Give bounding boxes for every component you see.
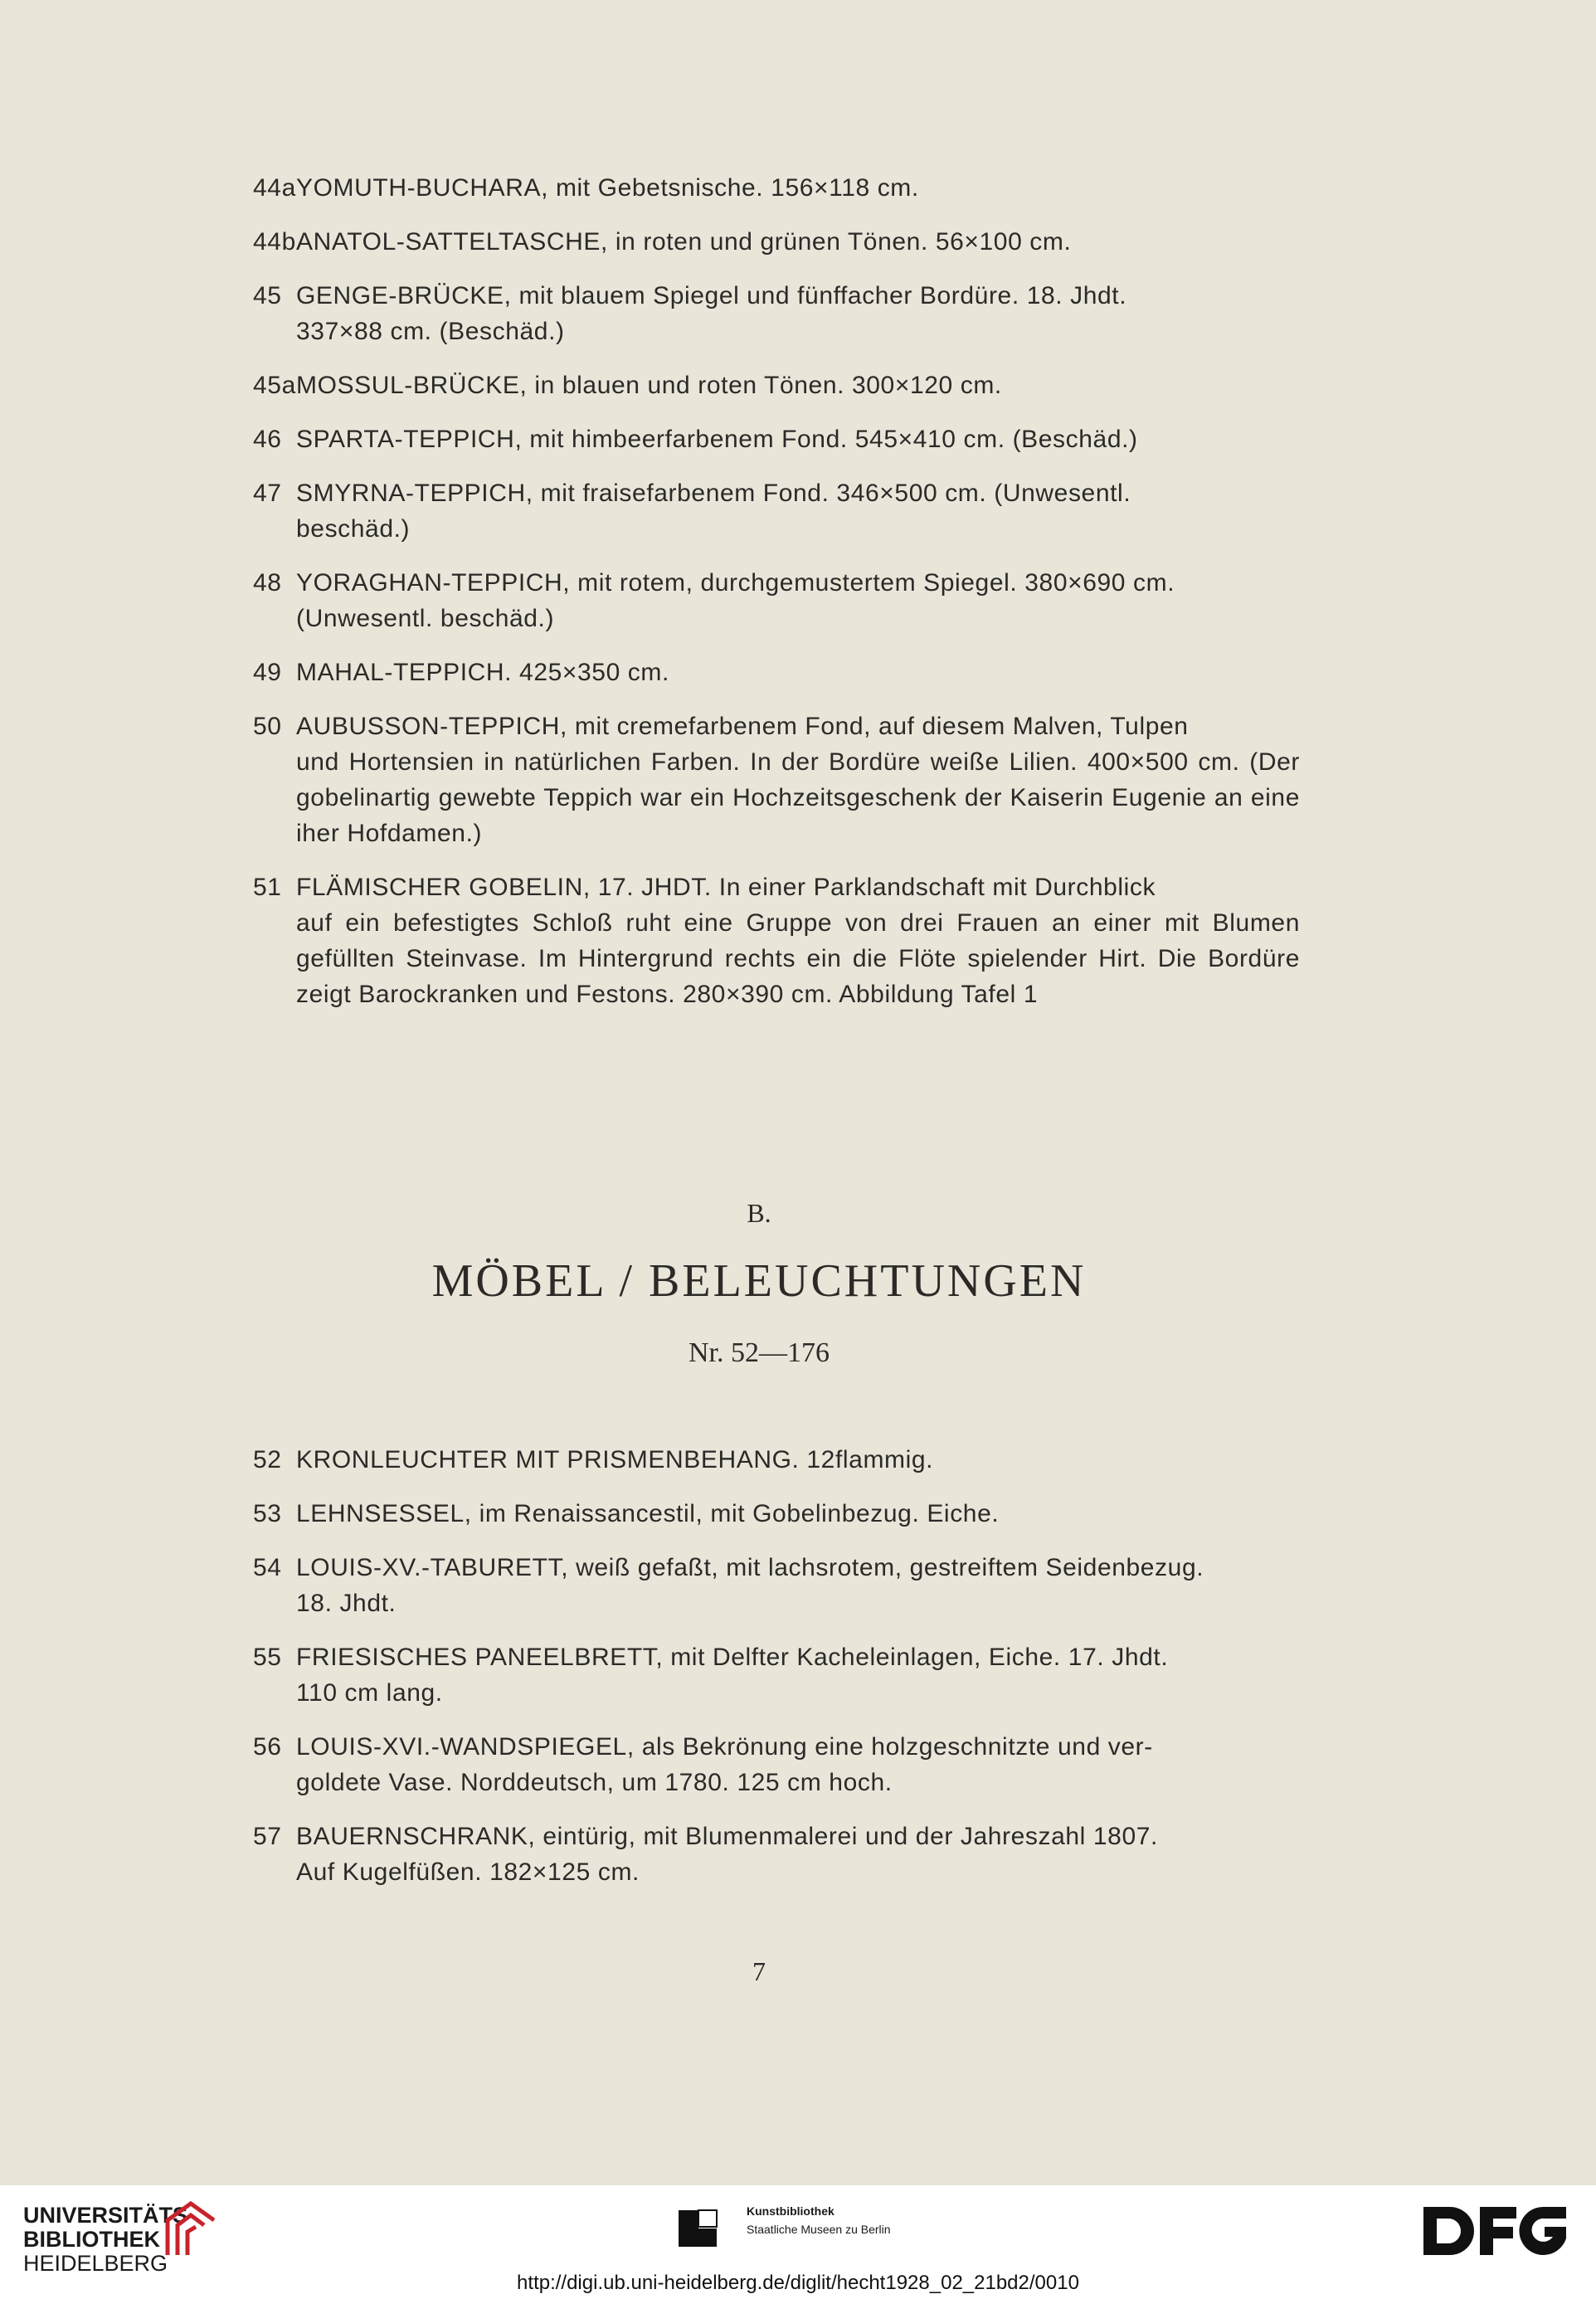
footer-bar [0, 2185, 1596, 2299]
section-range: Nr. 52—176 [689, 1337, 830, 1368]
entry-number: 52 [253, 1446, 282, 1473]
entry-number: 53 [253, 1500, 282, 1527]
catalog-entry [253, 1729, 1300, 1800]
entry-text: AUBUSSON-TEPPICH, mit cremefarbenem Fond, auf diesem Malven, Tulpen [296, 713, 1189, 740]
entry-continuation: goldete Vase. Norddeutsch, um 1780. 125 cm hoch. [296, 1769, 893, 1796]
catalog-entry [253, 170, 1300, 206]
entry-continuation: beschäd.) [296, 515, 411, 543]
entry-text: LOUIS-XVI.-WANDSPIEGEL, als Bekrönung eine holzgeschnitzte und ver- [296, 1733, 1153, 1761]
entry-text: MOSSUL-BRÜCKE, in blauen und roten Tönen. 300×120 cm. [296, 372, 1002, 399]
entry-continuation: (Unwesentl. beschäd.) [296, 605, 555, 632]
entry-continuation: 110 cm lang. [296, 1679, 443, 1707]
entry-continuation: und Hortensien in natürlichen Farben. In der Bordüre weiße Lilien. 400×500 cm. (Der gobelinartig gewebte Teppich war ein Hochzeitsgeschenk der Kaiserin Eugenie an eine iher Hofdamen.) [296, 748, 1300, 847]
entry-number: 54 [253, 1554, 282, 1581]
catalog-entry [253, 655, 1300, 690]
entries-bottom-list [253, 1442, 1300, 1908]
section-title: MÖBEL / BELEUCHTUNGEN [431, 1255, 1087, 1307]
entry-text: YORAGHAN-TEPPICH, mit rotem, durchgemustertem Spiegel. 380×690 cm. [296, 569, 1175, 597]
entry-number: 57 [253, 1823, 282, 1850]
entry-number: 44a [253, 174, 296, 202]
kb-line-2: Staatliche Museen zu Berlin [747, 2223, 891, 2236]
page-number: 7 [752, 1956, 766, 1986]
entry-number: 45a [253, 372, 296, 399]
entry-number: 55 [253, 1644, 282, 1671]
entry-text: ANATOL-SATTELTASCHE, in roten und grünen Tönen. 56×100 cm. [296, 228, 1072, 256]
entry-number: 48 [253, 569, 282, 597]
catalog-entry [253, 278, 1300, 349]
kb-line-1: Kunstbibliothek [747, 2204, 834, 2218]
entry-text: BAUERNSCHRANK, eintürig, mit Blumenmalerei und der Jahreszahl 1807. [296, 1823, 1158, 1850]
entry-text: GENGE-BRÜCKE, mit blauem Spiegel und fünffacher Bordüre. 18. Jhdt. [296, 282, 1127, 309]
entry-text: LOUIS-XV.-TABURETT, weiß gefaßt, mit lachsrotem, gestreiftem Seidenbezug. [296, 1554, 1204, 1581]
library-line-2: BIBLIOTHEK [23, 2227, 160, 2252]
entry-text: YOMUTH-BUCHARA, mit Gebetsnische. 156×118 cm. [296, 174, 919, 202]
entry-number: 45 [253, 282, 282, 309]
entry-text: FLÄMISCHER GOBELIN, 17. JHDT. In einer Parklandschaft mit Durchblick [296, 874, 1156, 901]
catalog-entry [253, 475, 1300, 547]
entry-number: 51 [253, 874, 282, 901]
entry-number: 50 [253, 713, 282, 740]
entry-text: SPARTA-TEPPICH, mit himbeerfarbenem Fond. 545×410 cm. (Beschäd.) [296, 426, 1138, 453]
library-line-1: UNIVERSITÄTS- [23, 2203, 196, 2228]
catalog-entry [253, 1442, 1300, 1478]
catalog-entry [253, 1639, 1300, 1711]
catalog-entry [253, 368, 1300, 403]
catalog-entry [253, 224, 1300, 260]
kunstbibliothek-text[interactable] [747, 2202, 891, 2238]
entry-number: 56 [253, 1733, 282, 1761]
catalog-entry [253, 709, 1300, 851]
catalog-entry [253, 565, 1300, 636]
entry-number: 46 [253, 426, 282, 453]
catalog-entry [253, 869, 1300, 1012]
entries-top-list [253, 170, 1300, 1030]
entry-text: KRONLEUCHTER MIT PRISMENBEHANG. 12flammig. [296, 1446, 934, 1473]
entry-text: FRIESISCHES PANEELBRETT, mit Delfter Kacheleinlagen, Eiche. 17. Jhdt. [296, 1644, 1169, 1671]
catalog-entry [253, 1819, 1300, 1890]
dfg-logo-icon[interactable] [1420, 2202, 1569, 2260]
library-line-3: HEIDELBERG [23, 2251, 168, 2276]
catalog-entry [253, 421, 1300, 457]
entry-continuation: 337×88 cm. (Beschäd.) [296, 318, 565, 345]
catalog-entry [253, 1550, 1300, 1621]
entry-text: SMYRNA-TEPPICH, mit fraisefarbenem Fond. 346×500 cm. (Unwesentl. [296, 480, 1131, 507]
entry-text: MAHAL-TEPPICH. 425×350 cm. [296, 659, 669, 686]
entry-number: 49 [253, 659, 282, 686]
entry-continuation: auf ein befestigtes Schloß ruht eine Gruppe von drei Frauen an einer mit Blumen gefüllten Steinvase. Im Hintergrund rechts ein die Flöte spielender Hirt. Die Bordüre zeigt Barockranken und Festons. 280×390 cm. Abbildung Tafel 1 [296, 909, 1300, 1008]
section-letter: B. [747, 1198, 771, 1228]
source-url[interactable]: http://digi.ub.uni-heidelberg.de/diglit/hecht1928_02_21bd2/0010 [517, 2272, 1079, 2294]
ub-heidelberg-logo-icon [158, 2197, 224, 2263]
entry-number: 47 [253, 480, 282, 507]
catalog-entry [253, 1496, 1300, 1532]
entry-number: 44b [253, 228, 296, 256]
entry-text: LEHNSESSEL, im Renaissancestil, mit Gobelinbezug. Eiche. [296, 1500, 1000, 1527]
kunstbibliothek-logo-icon [679, 2204, 728, 2253]
entry-continuation: 18. Jhdt. [296, 1590, 397, 1617]
entry-continuation: Auf Kugelfüßen. 182×125 cm. [296, 1858, 640, 1886]
